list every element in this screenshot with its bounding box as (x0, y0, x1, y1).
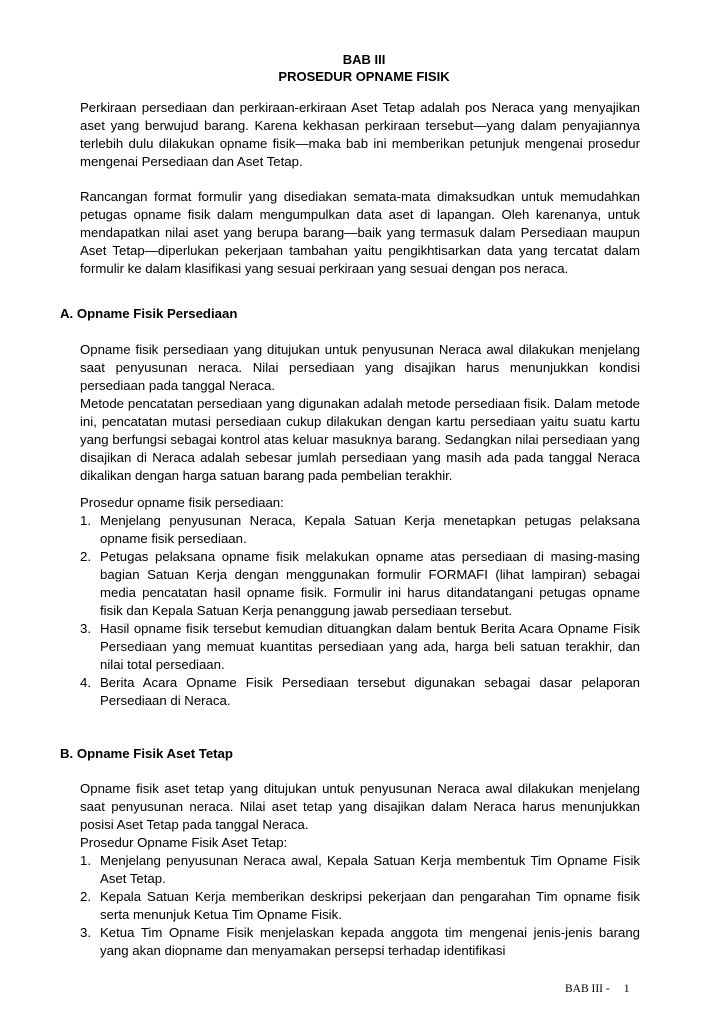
list-item-number: 2. (80, 889, 91, 904)
list-item (80, 548, 640, 620)
page-number: 1 (623, 983, 630, 995)
list-item-text: Petugas pelaksana opname fisik melakukan opname atas persediaan di masing-masing bagian Satuan Kerja dengan menggunakan formulir FORMAFI (lihat lampiran) sebagai media pencatatan hasil opname fisik. Formulir ini harus ditandatangani petugas opname fisik dan Kepala Satuan Kerja penanggung jawab persediaan tersebut. (100, 549, 640, 618)
footer-label: BAB III - (565, 983, 610, 995)
list-item-number: 2. (80, 549, 91, 564)
list-item (80, 852, 640, 888)
list-item-number: 1. (80, 853, 91, 868)
list-item-text: Berita Acara Opname Fisik Persediaan tersebut digunakan sebagai dasar pelaporan Persediaan di Neraca. (100, 675, 640, 708)
section-a-paragraph-2: Metode pencatatan persediaan yang digunakan adalah metode persediaan fisik. Dalam metode ini, pencatatan mutasi persediaan cukup dilakukan dengan kartu persediaan yaitu suatu kartu yang berfungsi sebagai kontrol atas keluar masuknya barang. Sedangkan nilai persediaan yang disajikan di Neraca adalah sebesar jumlah persediaan yang masih ada pada tanggal Neraca dikalikan dengan harga satuan barang pada pembelian terakhir. (80, 396, 640, 483)
page-footer (565, 983, 629, 995)
section-b-procedure-list (80, 852, 640, 960)
list-item-number: 3. (80, 621, 91, 636)
list-item-text: Menjelang penyusunan Neraca awal, Kepala Satuan Kerja membentuk Tim Opname Fisik Aset Tetap. (100, 853, 640, 886)
section-b-paragraph-2: Prosedur Opname Fisik Aset Tetap: (80, 835, 288, 850)
list-item (80, 620, 640, 674)
list-item-text: Kepala Satuan Kerja memberikan deskripsi pekerjaan dan pengarahan Tim opname fisik serta menunjuk Ketua Tim Opname Fisik. (100, 889, 640, 922)
list-item (80, 924, 640, 960)
list-item-number: 1. (80, 513, 91, 528)
chapter-title: PROSEDUR OPNAME FISIK (278, 69, 450, 84)
section-a-paragraph-3: Prosedur opname fisik persediaan: (80, 495, 284, 510)
list-item-text: Hasil opname fisik tersebut kemudian dituangkan dalam bentuk Berita Acara Opname Fisik Persediaan yang memuat kuantitas persediaan yang ada, harga beli satuan terakhir, dan nilai total persediaan. (100, 621, 640, 672)
chapter-label: BAB III (342, 52, 386, 67)
section-a-paragraph-1: Opname fisik persediaan yang ditujukan untuk penyusunan Neraca awal dilakukan menjelang saat penyusunan neraca. Nilai persediaan yang disajikan harus menunjukkan kondisi persediaan pada tanggal Neraca. (80, 342, 640, 393)
intro-paragraph-2: Rancangan format formulir yang disediakan semata-mata dimaksudkan untuk memudahkan petugas opname fisik dalam mengumpulkan data aset di lapangan. Oleh karenanya, untuk mendapatkan nilai aset yang berupa barang—baik yang termasuk dalam Persediaan maupun Aset Tetap—diperlukan pekerjaan tambahan yaitu pengikhtisarkan data yang tercatat dalam formulir ke dalam klasifikasi yang sesuai perkiraan yang sesuai dengan pos neraca. (80, 189, 640, 276)
list-item (80, 888, 640, 924)
intro-paragraph-1: Perkiraan persediaan dan perkiraan-erkiraan Aset Tetap adalah pos Neraca yang menyajikan aset yang berwujud barang. Karena kekhasan perkiraan tersebut—yang dalam penyajiannya terlebih dulu dilakukan opname fisik—maka bab ini memberikan petunjuk mengenai prosedur mengenai Persediaan dan Aset Tetap. (80, 100, 640, 169)
list-item-text: Ketua Tim Opname Fisik menjelaskan kepada anggota tim mengenai jenis-jenis barang yang akan diopname dan menyamakan persepsi terhadap identifikasi (100, 925, 640, 958)
section-b-heading: B. Opname Fisik Aset Tetap (60, 746, 233, 761)
list-item (80, 512, 640, 548)
section-b-paragraph-1: Opname fisik aset tetap yang ditujukan untuk penyusunan Neraca awal dilakukan menjelang saat penyusunan neraca. Nilai aset tetap yang disajikan dalam Neraca harus menunjukkan posisi Aset Tetap pada tanggal Neraca. (80, 781, 640, 832)
list-item-number: 3. (80, 925, 91, 940)
list-item-number: 4. (80, 675, 91, 690)
list-item-text: Menjelang penyusunan Neraca, Kepala Satuan Kerja menetapkan petugas pelaksana opname fisik persediaan. (100, 513, 640, 546)
section-a-heading: A. Opname Fisik Persediaan (60, 306, 238, 321)
section-a-procedure-list (80, 512, 640, 710)
list-item (80, 674, 640, 710)
